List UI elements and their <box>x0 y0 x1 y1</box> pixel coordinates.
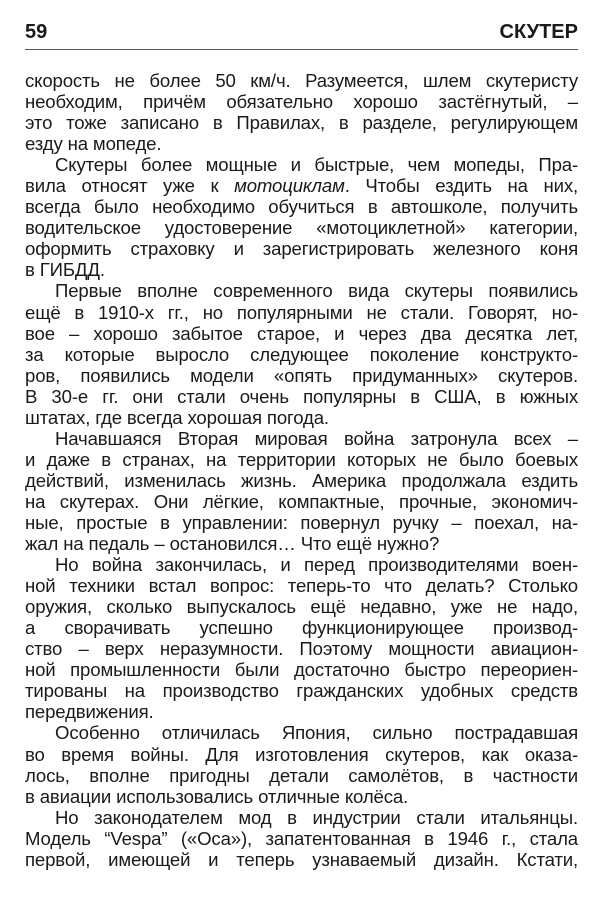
text-line <box>25 386 578 407</box>
text-line <box>25 133 578 154</box>
text-segment: а сворачивать успешно функционирующее производ- <box>25 617 578 639</box>
text-line <box>25 70 578 91</box>
text-segment: жал на педаль – остановился… Что ещё нужно? <box>25 533 440 555</box>
text-segment: лось, вполне пригодны детали самолётов, в частности <box>25 764 578 786</box>
text-line <box>25 302 578 323</box>
text-line <box>25 154 578 175</box>
text-line <box>25 617 578 638</box>
text-line <box>25 112 578 133</box>
text-segment: на скутерах. Они лёгкие, компактные, прочные, экономич- <box>25 490 578 512</box>
text-line <box>25 365 578 386</box>
text-segment: и даже в странах, на территории которых не было боевых <box>25 448 578 470</box>
text-segment: Скутеры более мощные и быстрые, чем мопеды, Пра- <box>55 154 578 176</box>
text-segment: за которые выросло следующее поколение конструкто- <box>25 343 578 365</box>
text-segment: оформить страховку и зарегистрировать железного коня <box>25 238 578 260</box>
text-line <box>25 554 578 575</box>
text-line <box>25 786 578 807</box>
text-segment: вое – хорошо забытое старое, и через два десятка лет, <box>25 322 578 344</box>
text-segment: это тоже записано в Правилах, в разделе, регулирующем <box>25 112 578 134</box>
italic-term: мотоциклам <box>234 175 345 197</box>
text-segment: ные, простые в управлении: повернул ручку – поехал, на- <box>25 511 578 533</box>
text-line <box>25 428 578 449</box>
text-segment: Первые вполне современного вида скутеры появились <box>55 280 578 302</box>
text-line <box>25 91 578 112</box>
text-line <box>25 323 578 344</box>
text-segment: первой, имеющей и теперь узнаваемый дизайн. Кстати, <box>25 848 578 870</box>
running-header <box>25 14 578 44</box>
body-text <box>25 70 578 870</box>
text-line <box>25 659 578 680</box>
text-line <box>25 449 578 470</box>
text-segment: Но законодателем мод в индустрии стали итальянцы. <box>55 806 578 828</box>
text-segment: Начавшаяся Вторая мировая война затронула всех – <box>55 427 578 449</box>
text-segment: В 30-е гг. они стали очень популярны в США, в южных <box>25 385 578 407</box>
text-segment: ной техники встал вопрос: теперь-то что делать? Столько <box>25 575 578 597</box>
text-segment: всегда было необходимо обучиться в автошколе, получить <box>25 196 578 218</box>
text-segment: штатах, где всегда хорошая погода. <box>25 406 329 428</box>
text-segment: ров, появились модели «опять придуманных» скутеров. <box>25 364 578 386</box>
text-segment: ство – верх неразумности. Поэтому мощности авиацион- <box>25 638 578 660</box>
text-line <box>25 680 578 701</box>
text-segment: вила относят уже к <box>25 175 235 197</box>
text-segment: необходим, причём обязательно хорошо застёгнутый, – <box>25 91 578 113</box>
text-segment: передвижения. <box>25 701 154 723</box>
header-rule <box>25 49 578 50</box>
text-line <box>25 807 578 828</box>
text-segment: Особенно отличилась Япония, сильно пострадавшая <box>55 722 578 744</box>
text-line <box>25 175 578 196</box>
text-line <box>25 722 578 743</box>
text-line <box>25 638 578 659</box>
text-line <box>25 512 578 533</box>
text-segment: в авиации использовались отличные колёса. <box>25 785 409 807</box>
text-segment: в ГИБДД. <box>25 259 105 281</box>
text-segment: . Чтобы ездить на них, <box>344 175 578 197</box>
text-line <box>25 280 578 301</box>
text-segment: оружия, сколько выпускалось ещё недавно, уже не надо, <box>25 596 578 618</box>
text-segment: езду на мопеде. <box>25 133 162 155</box>
text-line <box>25 575 578 596</box>
text-segment: Модель “Vespa” («Оса»), запатентованная в 1946 г., стала <box>25 827 578 849</box>
text-line <box>25 744 578 765</box>
text-line <box>25 407 578 428</box>
text-line <box>25 828 578 849</box>
text-line <box>25 344 578 365</box>
text-line <box>25 765 578 786</box>
text-segment: действий, изменилась жизнь. Америка продолжала ездить <box>25 469 578 491</box>
text-line <box>25 491 578 512</box>
text-segment: ной промышленности были достаточно быстро переориен- <box>25 659 578 681</box>
text-line <box>25 196 578 217</box>
text-line <box>25 259 578 280</box>
page-number: 59 <box>25 21 48 43</box>
text-segment: водительское удостоверение «мотоциклетной» категории, <box>25 217 578 239</box>
text-line <box>25 596 578 617</box>
text-line <box>25 217 578 238</box>
text-segment: тированы на производство гражданских удобных средств <box>25 680 578 702</box>
text-line <box>25 701 578 722</box>
text-segment: ещё в 1910-х гг., но популярными не стали. Говорят, но- <box>25 301 578 323</box>
text-line <box>25 238 578 259</box>
text-segment: Но война закончилась, и перед производителями воен- <box>55 554 578 576</box>
text-line <box>25 533 578 554</box>
text-segment: скорость не более 50 км/ч. Разумеется, шлем скутеристу <box>25 70 578 91</box>
text-line <box>25 470 578 491</box>
text-line <box>25 849 578 870</box>
text-segment: во время войны. Для изготовления скутеров, как оказа- <box>25 743 578 765</box>
chapter-title: СКУТЕР <box>499 21 578 43</box>
